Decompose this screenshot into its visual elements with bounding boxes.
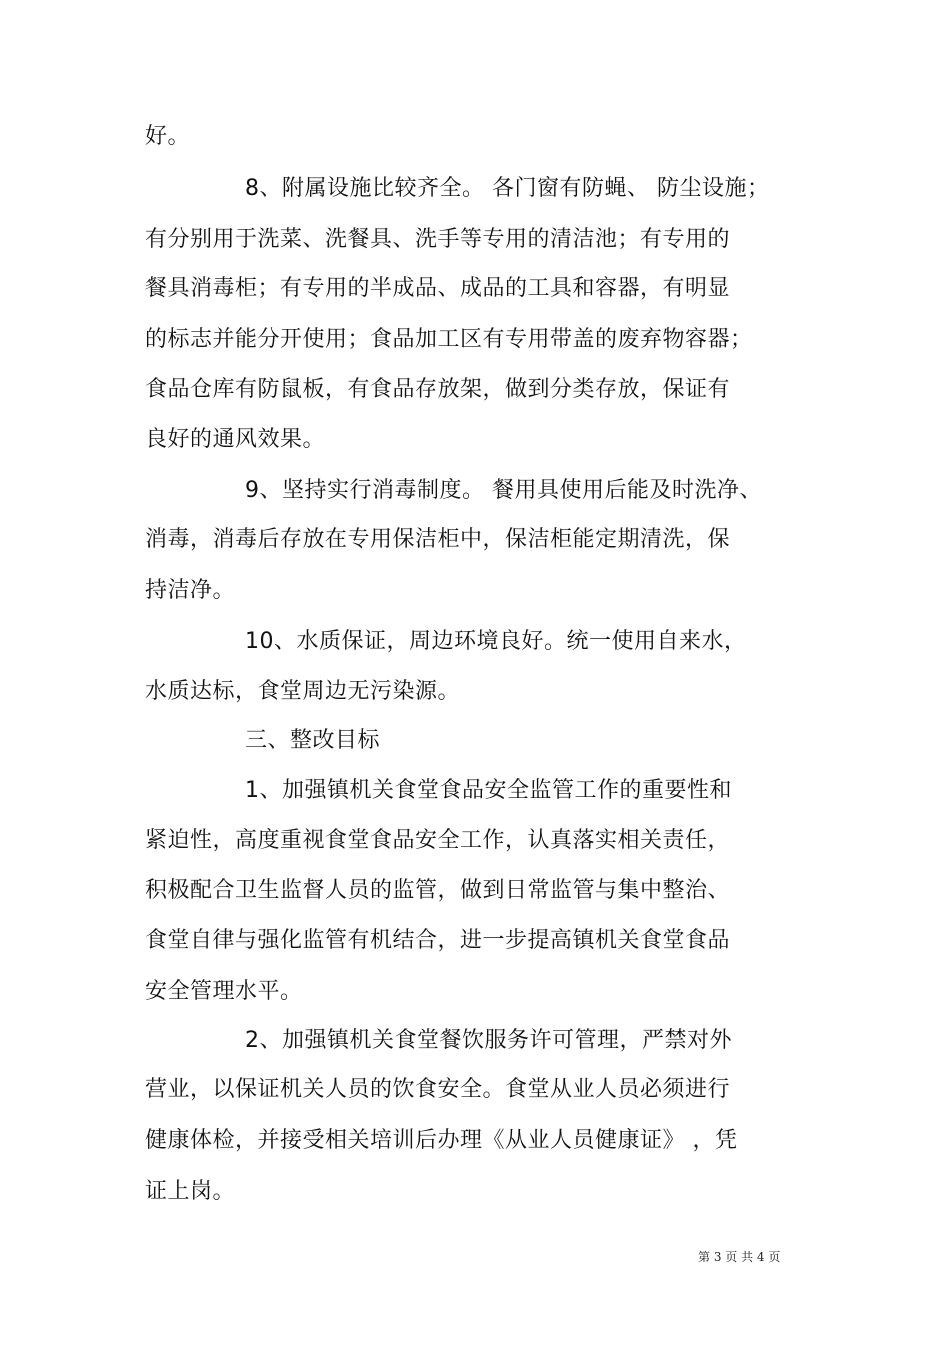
text-line: 8、附属设施比较齐全。 各门窗有防蝇、 防尘设施； [245, 176, 770, 201]
text-line: 健康体检，并接受相关培训后办理《从业人员健康证》 ，凭 [145, 1128, 738, 1153]
text-line: 紧迫性，高度重视食堂食品安全工作，认真落实相关责任， [145, 828, 731, 853]
text-line: 好。 [145, 124, 191, 149]
text-line: 食堂自律与强化监管有机结合，进一步提高镇机关食堂食品 [145, 928, 731, 953]
text-line: 2、加强镇机关食堂餐饮服务许可管理，严禁对外 [245, 1028, 732, 1053]
text-line: 食品仓库有防鼠板，有食品存放架，做到分类存放，保证有 [145, 377, 731, 402]
section-heading: 三、整改目标 [245, 728, 381, 753]
text-line: 消毒，消毒后存放在专用保洁柜中，保洁柜能定期清洗，保 [145, 527, 731, 552]
text-line: 的标志并能分开使用；食品加工区有专用带盖的废弃物容器； [145, 327, 753, 352]
text-line: 安全管理水平。 [145, 979, 303, 1004]
text-line: 9、坚持实行消毒制度。 餐用具使用后能及时洗净、 [245, 478, 762, 503]
text-line: 证上岗。 [145, 1179, 236, 1204]
text-line: 餐具消毒柜；有专用的半成品、成品的工具和容器，有明显 [145, 276, 731, 301]
text-line: 积极配合卫生监督人员的监管，做到日常监管与集中整治、 [145, 878, 731, 903]
text-line: 营业，以保证机关人员的饮食安全。食堂从业人员必须进行 [145, 1077, 731, 1102]
text-line: 10、水质保证，周边环境良好。统一使用自来水， [245, 629, 747, 654]
text-line: 有分别用于洗菜、洗餐具、洗手等专用的清洁池；有专用的 [145, 227, 731, 252]
text-line: 良好的通风效果。 [145, 427, 326, 452]
text-line: 水质达标，食堂周边无污染源。 [145, 679, 461, 704]
page-number: 第 3 页 共 4 页 [698, 1250, 781, 1264]
text-line: 持洁净。 [145, 578, 236, 603]
text-line: 1、加强镇机关食堂食品安全监管工作的重要性和 [245, 778, 732, 803]
